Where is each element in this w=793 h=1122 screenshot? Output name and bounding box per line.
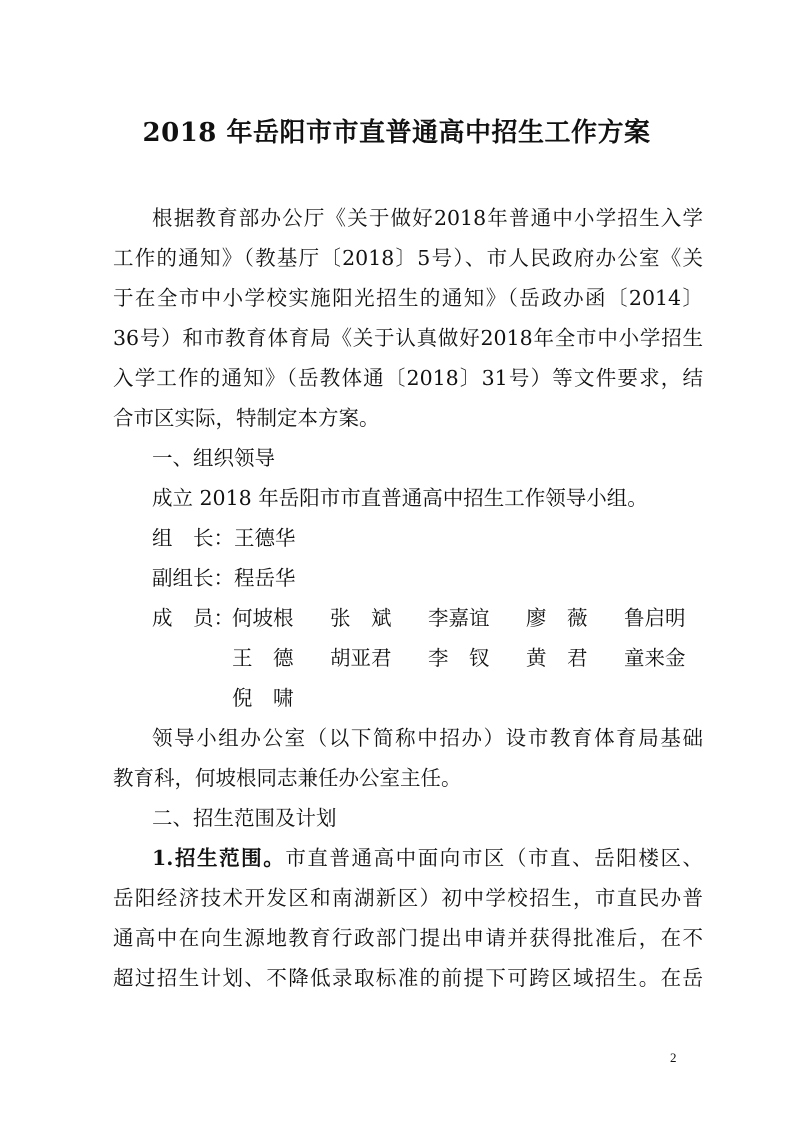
scope-line-1: [152, 844, 703, 872]
member-name: 李嘉谊: [428, 606, 490, 630]
members-row-1: [232, 604, 722, 632]
member-name: 张 斌: [330, 606, 392, 630]
scope-line-3: 通高中在向生源地教育行政部门提出申请并获得批准后，在不: [113, 926, 703, 950]
member-name: 李 钗: [428, 646, 490, 670]
scope-line-4: 超过招生计划、不降低录取标准的前提下可跨区域招生。在岳: [113, 966, 703, 990]
intro-line-2: 工作的通知》（教基厅〔2018〕5号）、市人民政府办公室《关: [113, 246, 703, 270]
deputy-line: 副组长：程岳华: [152, 566, 296, 590]
intro-line-1: 根据教育部办公厅《关于做好2018年普通中小学招生入学: [152, 206, 703, 230]
document-title: 2018 年岳阳市市直普通高中招生工作方案: [142, 118, 651, 148]
member-name: 何坡根: [232, 606, 294, 630]
member-name: 倪 啸: [232, 686, 294, 710]
section-heading-organization: 一、组织领导: [152, 446, 275, 470]
member-name: 童来金: [624, 646, 686, 670]
member-name: 黄 君: [526, 646, 588, 670]
scope-line-2: 岳阳经济技术开发区和南湖新区）初中学校招生，市直民办普: [113, 886, 703, 910]
intro-line-5: 入学工作的通知》（岳教体通〔2018〕31号）等文件要求，结: [113, 366, 703, 390]
intro-line-3: 于在全市中小学校实施阳光招生的通知》（岳政办函〔2014〕: [113, 286, 703, 310]
scope-item-label: 1.招生范围。: [152, 846, 286, 870]
scope-item-text: 市直普通高中面向市区（市直、岳阳楼区、: [285, 846, 704, 870]
office-line-1: 领导小组办公室（以下简称中招办）设市教育体育局基础: [152, 726, 703, 750]
intro-line-6: 合市区实际，特制定本方案。: [113, 406, 380, 430]
member-name: 王 德: [232, 646, 294, 670]
members-label: 成 员：: [152, 606, 234, 630]
members-row-2: [232, 644, 722, 672]
page-number: 2: [670, 1050, 677, 1065]
members-row-3: [232, 684, 330, 712]
establish-line: 成立 2018 年岳阳市市直普通高中招生工作领导小组。: [152, 486, 648, 510]
member-name: 胡亚君: [330, 646, 392, 670]
member-name: 廖 薇: [526, 606, 588, 630]
leader-line: 组 长：王德华: [152, 526, 296, 550]
office-line-2: 教育科，何坡根同志兼任办公室主任。: [113, 766, 462, 790]
member-name: 鲁启明: [624, 606, 686, 630]
section-heading-scope: 二、招生范围及计划: [152, 806, 337, 830]
intro-line-4: 36号）和市教育体育局《关于认真做好2018年全市中小学招生: [113, 326, 703, 350]
